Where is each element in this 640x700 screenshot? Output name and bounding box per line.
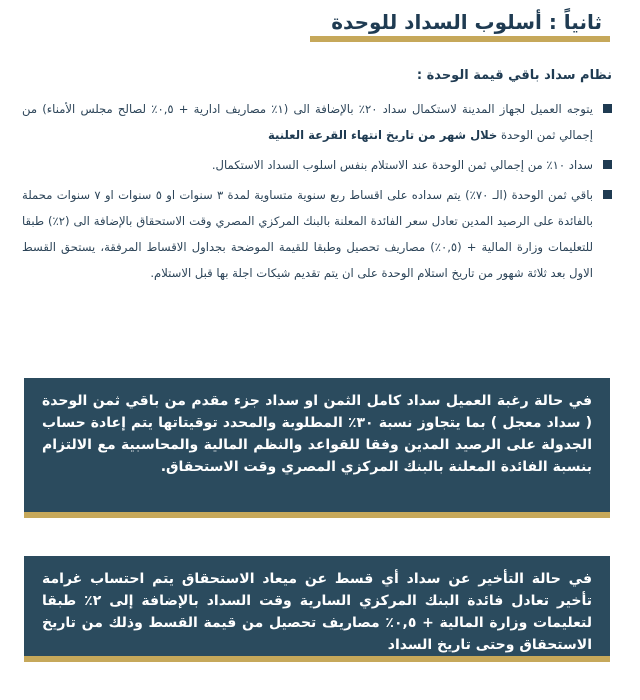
early-payment-note-text: في حالة رغبة العميل سداد كامل الثمن او سداد جزء مقدم من باقي ثمن الوحدة ( سداد معجل ) بما يتجاوز نسبة ٣٠٪ المطلوبة والمحدد توقيتاتها يتم إعادة حساب الجدولة على الرصيد المدين وفقا للقواعد والنظم المالية والمحاسبية مع الالتزام بنسبة الفائدة المعلنة بالبنك المركزي المصري وقت الاستحقاق.	[42, 393, 592, 475]
bullet-item	[22, 96, 612, 148]
bullet-text: باقي ثمن الوحدة (الـ ٧٠٪) يتم سداده على اقساط ربع سنوية متساوية لمدة ٣ سنوات او ٥ سنوات او ٧ سنوات محملة بالفائدة على الرصيد المدين تعادل سعر الفائدة المعلنة بالبنك المركزي المصري وقت الاستحقاق بالإضافة الى (٢٪) طبقا للتعليمات وزارة المالية + (٠,٥٪) مصاريف تحصيل وطبقا للقيمة الموضحة بجداول الاقساط المرفقة، يستحق القسط الاول بعد ثلاثة شهور من تاريخ استلام الوحدة على ان يتم تقديم شيكات اجلة بها قبل الاستلام.	[22, 188, 593, 280]
bullet-text: سداد ١٠٪ من إجمالي ثمن الوحدة عند الاستلام بنفس اسلوب السداد الاستكمال.	[211, 158, 593, 172]
section-title	[310, 10, 610, 44]
gold-stripe	[24, 656, 610, 662]
square-bullet-icon	[603, 190, 612, 199]
title-underline-bar	[310, 36, 610, 42]
payment-bullets-list	[22, 96, 612, 290]
square-bullet-icon	[603, 160, 612, 169]
page-title: ثانياً : أسلوب السداد للوحدة	[331, 10, 602, 34]
bullet-highlight: خلال شهر من تاريخ انتهاء القرعة العلنية	[267, 128, 498, 142]
late-payment-note-box	[24, 556, 610, 656]
payment-system-subtitle: نظام سداد باقي قيمة الوحدة :	[416, 68, 612, 83]
gold-stripe	[24, 512, 610, 518]
square-bullet-icon	[603, 104, 612, 113]
bullet-item	[22, 152, 612, 178]
early-payment-note-box	[24, 378, 610, 512]
bullet-item	[22, 182, 612, 286]
bullet-text: يتوجه العميل لجهاز المدينة لاستكمال سداد ٢٠٪ بالإضافة الى (١٪ مصاريف ادارية + ٠,٥٪ لصالح مجلس الأمناء) من إجمالي ثمن الوحدة خلال شهر من تاريخ انتهاء القرعة العلنية	[22, 102, 593, 142]
late-payment-note-text: في حالة التأخير عن سداد أي قسط عن ميعاد الاستحقاق يتم احتساب غرامة تأخير تعادل فائدة البنك المركزي السارية وقت السداد بالإضافة إلى ٢٪ طبقا لتعليمات وزارة المالية + ٠,٥٪ مصاريف تحصيل من قيمة القسط وذلك من تاريخ الاستحقاق وحتى تاريخ السداد	[42, 571, 592, 653]
